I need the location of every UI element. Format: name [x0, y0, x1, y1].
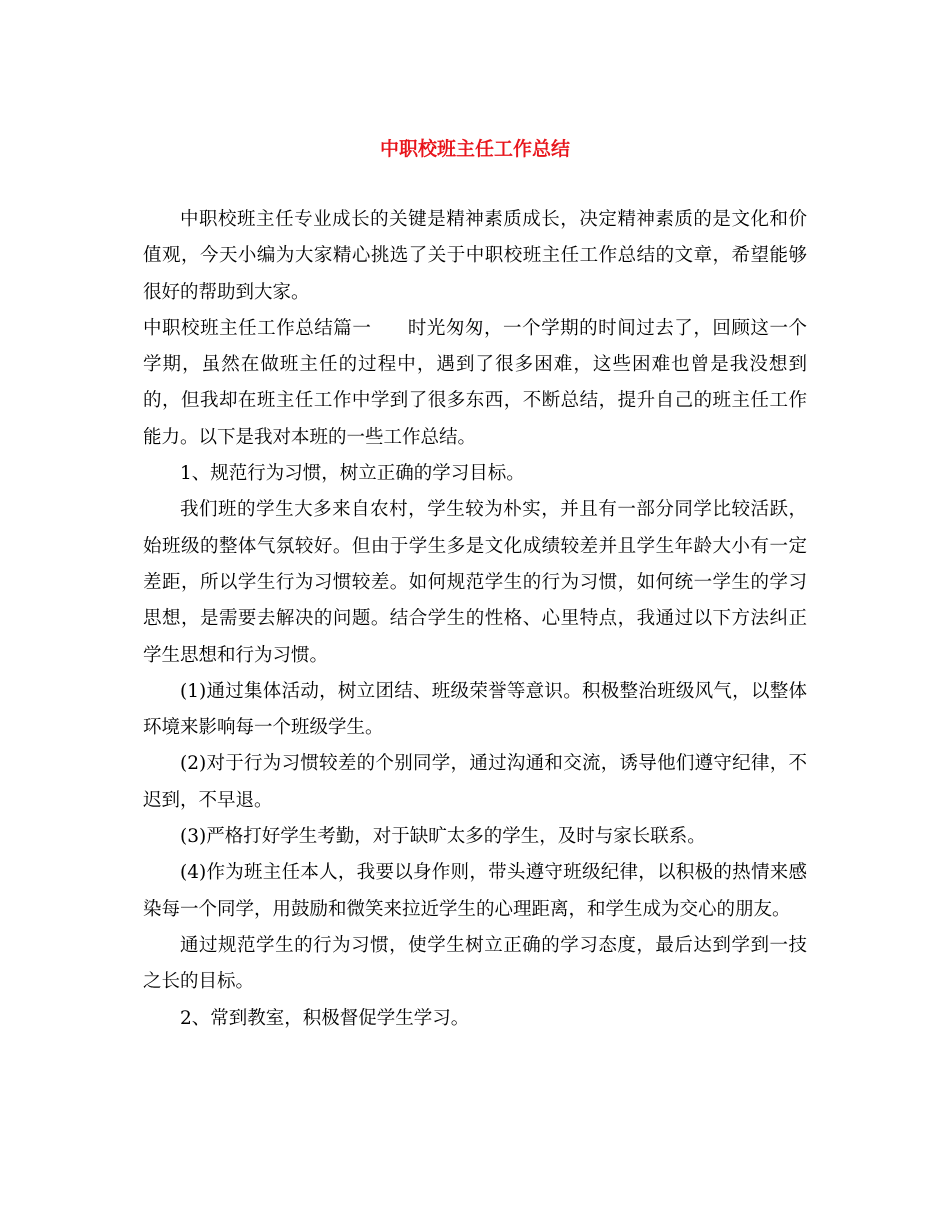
document-body	[143, 202, 807, 1037]
section-paragraph	[143, 311, 807, 456]
list-item-1: (1)通过集体活动，树立团结、班级荣誉等意识。积极整治班级风气，以整体环境来影响每一个班级学生。	[143, 680, 807, 739]
point-heading-1: 1、规范行为习惯，树立正确的学习目标。	[180, 463, 525, 485]
section-text: 时光匆匆，一个学期的时间过去了，回顾这一个学期，虽然在做班主任的过程中，遇到了很多困难，这些困难也曾是我没想到的，但我却在班主任工作中学到了很多东西，不断总结，提升自己的班主任工作能力。以下是我对本班的一些工作总结。	[143, 317, 807, 448]
point-1-paragraph: 我们班的学生大多来自农村，学生较为朴实，并且有一部分同学比较活跃，始班级的整体气氛较好。但由于学生多是文化成绩较差并且学生年龄大小有一定差距，所以学生行为习惯较差。如何规范学生的行为习惯，如何统一学生的学习思想，是需要去解决的问题。结合学生的性格、心里特点，我通过以下方法纠正学生思想和行为习惯。	[143, 499, 807, 666]
list-item-3: (3)严格打好学生考勤，对于缺旷太多的学生，及时与家长联系。	[180, 826, 706, 848]
intro-paragraph: 中职校班主任专业成长的关键是精神素质成长，决定精神素质的是文化和价值观，今天小编为大家精心挑选了关于中职校班主任工作总结的文章，希望能够很好的帮助到大家。	[143, 209, 807, 303]
list-item-2: (2)对于行为习惯较差的个别同学，通过沟通和交流，诱导他们遵守纪律，不迟到，不早退。	[143, 753, 807, 811]
point-heading-2: 2、常到教室，积极督促学生学习。	[180, 1007, 470, 1029]
page-title: 中职校班主任工作总结	[379, 138, 570, 160]
summary-paragraph: 通过规范学生的行为习惯，使学生树立正确的学习态度，最后达到学到一技之长的目标。	[143, 934, 807, 993]
list-item-4: (4)作为班主任本人，我要以身作则，带头遵守班级纪律，以积极的热情来感染每一个同学，用鼓励和微笑来拉近学生的心理距离，和学生成为交心的朋友。	[143, 862, 807, 920]
section-heading: 中职校班主任工作总结篇一	[143, 317, 372, 339]
